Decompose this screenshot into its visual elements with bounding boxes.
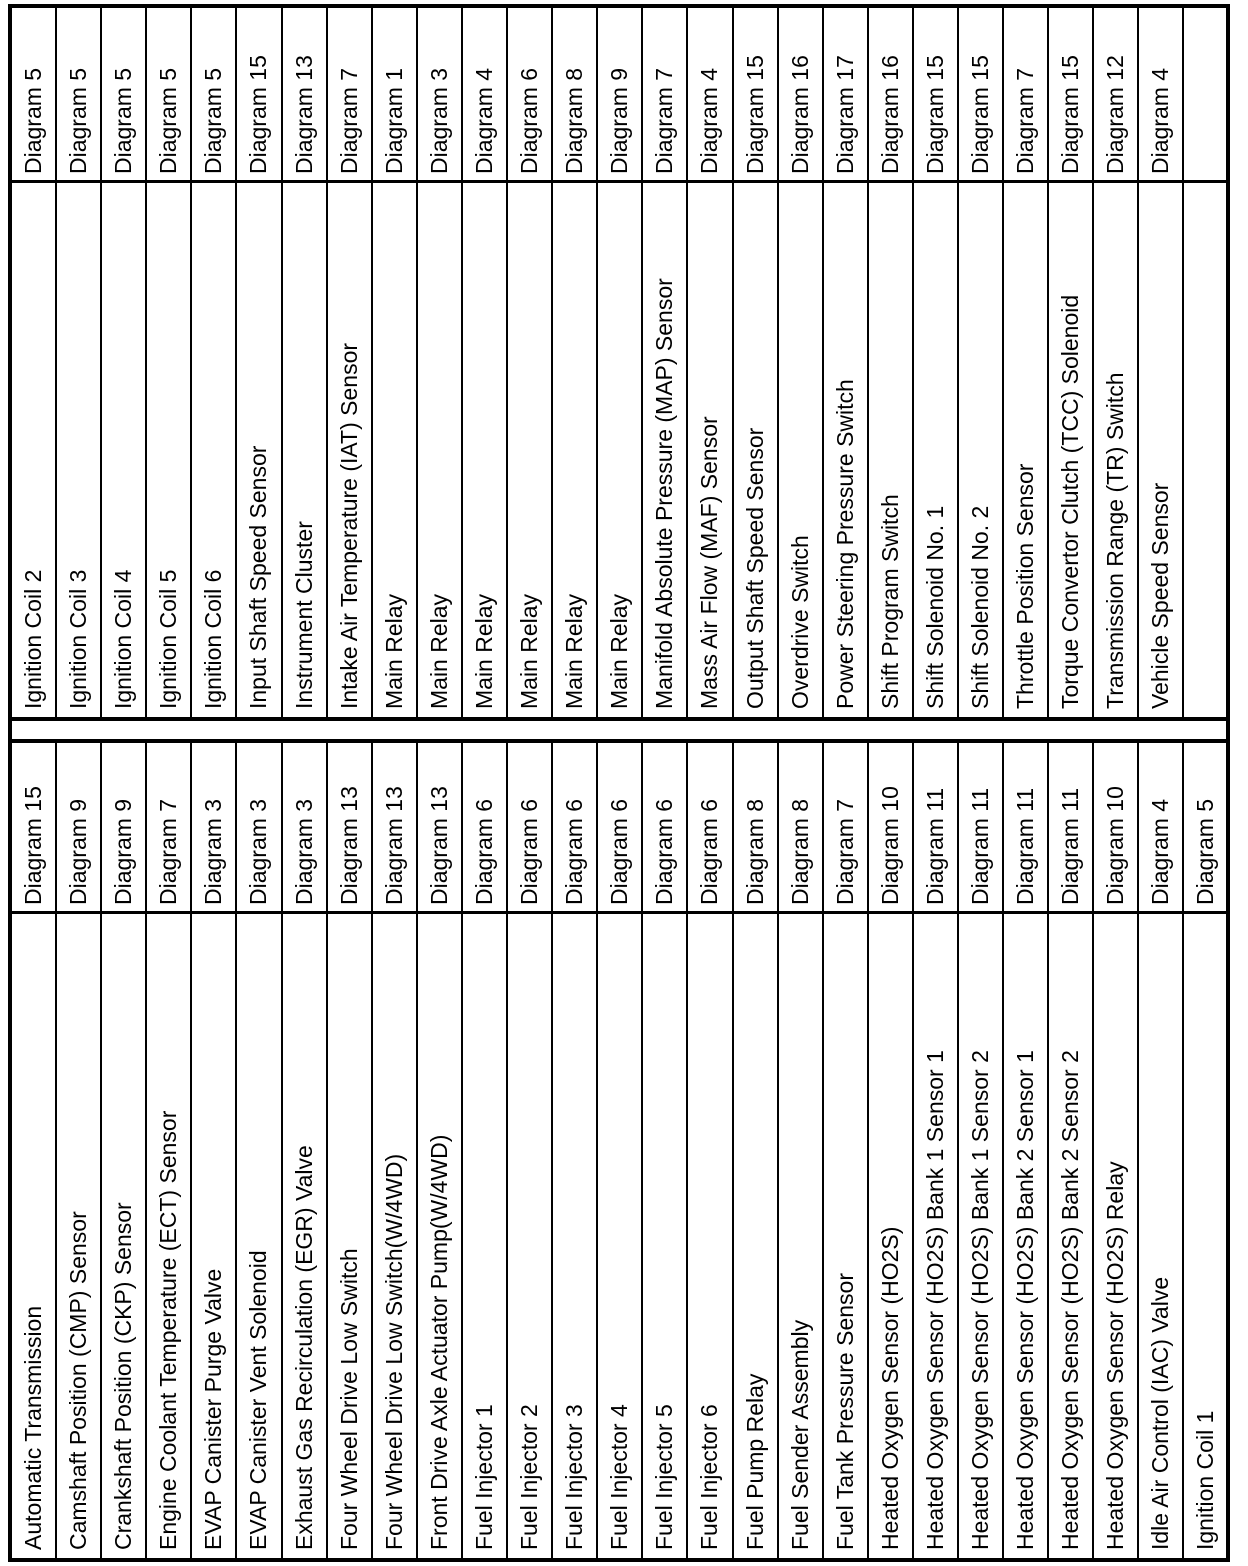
diagram-reference-cell: Diagram 15	[20, 786, 46, 905]
component-name-cell: Heated Oxygen Sensor (HO2S) Bank 1 Sensor 1	[914, 911, 957, 1558]
table-row	[373, 743, 418, 1558]
diagram-reference-cell: Diagram 5	[65, 67, 92, 174]
diagram-reference-cell: Diagram 5	[20, 67, 46, 174]
section-divider	[12, 717, 1226, 743]
table-row	[1139, 8, 1184, 717]
table-row	[12, 8, 57, 717]
table-row	[463, 8, 508, 717]
table-row	[237, 8, 282, 717]
table-row	[283, 8, 328, 717]
table-row	[914, 8, 959, 717]
component-name-cell: Four Wheel Drive Low Switch	[328, 911, 371, 1558]
table-row	[824, 743, 869, 1558]
diagram-reference-cell: Diagram 6	[470, 798, 497, 905]
component-name-cell: Fuel Pump Relay	[734, 911, 777, 1558]
diagram-reference-cell: Diagram 6	[651, 798, 678, 905]
diagram-reference-cell: Diagram 11	[1057, 787, 1084, 905]
table-row	[914, 743, 959, 1558]
table-row	[779, 743, 824, 1558]
component-name-cell: Main Relay	[373, 180, 416, 717]
diagram-reference-cell: Diagram 9	[606, 67, 633, 174]
diagram-reference-cell: Diagram 1	[380, 67, 407, 174]
table-row	[283, 743, 328, 1558]
component-name-cell: Shift Solenoid No. 2	[959, 180, 1002, 717]
diagram-reference-cell: Diagram 5	[1192, 798, 1219, 905]
component-name-cell: Heated Oxygen Sensor (HO2S) Bank 2 Sensor 2	[1049, 911, 1092, 1558]
table-row	[12, 743, 57, 1558]
diagram-reference-cell: Diagram 3	[245, 798, 272, 905]
table-row	[1184, 743, 1229, 1558]
diagram-reference-cell: Diagram 6	[606, 798, 633, 905]
diagram-reference-cell: Diagram 6	[561, 798, 588, 905]
diagram-reference-cell: Diagram 3	[200, 798, 227, 905]
component-name-cell: Shift Program Switch	[869, 180, 912, 717]
diagram-reference-cell: Diagram 4	[696, 67, 723, 174]
component-name-cell: Fuel Sender Assembly	[779, 911, 822, 1558]
table-row	[192, 743, 237, 1558]
table-row	[463, 743, 508, 1558]
table-row	[57, 8, 102, 717]
diagram-reference-cell: Diagram 7	[1012, 67, 1039, 174]
diagram-reference-cell	[1184, 8, 1229, 180]
table-row	[328, 8, 373, 717]
component-name-cell: EVAP Canister Vent Solenoid	[237, 911, 280, 1558]
diagram-reference-cell: Diagram 10	[1102, 786, 1129, 905]
table-row	[1094, 8, 1139, 717]
table-row	[869, 8, 914, 717]
diagram-reference-cell: Diagram 17	[831, 55, 858, 174]
component-name-cell: Exhaust Gas Recirculation (EGR) Valve	[283, 911, 326, 1558]
diagram-reference-cell: Diagram 3	[290, 798, 317, 905]
diagram-reference-cell: Diagram 3	[425, 67, 452, 174]
diagram-reference-cell: Diagram 5	[155, 67, 182, 174]
table-row	[1004, 743, 1049, 1558]
diagram-reference-cell: Diagram 8	[786, 798, 813, 905]
diagram-reference-cell: Diagram 15	[921, 55, 948, 174]
diagram-reference-cell: Diagram 15	[741, 55, 768, 174]
table-row	[688, 8, 733, 717]
table-row	[553, 743, 598, 1558]
component-name-cell: Intake Air Temperature (IAT) Sensor	[328, 180, 371, 717]
component-name-cell: Crankshaft Position (CKP) Sensor	[102, 911, 145, 1558]
table-row	[102, 8, 147, 717]
component-name-cell: Main Relay	[418, 180, 461, 717]
component-name-cell: Throttle Position Sensor	[1004, 180, 1047, 717]
table-row	[553, 8, 598, 717]
table-row	[734, 8, 779, 717]
diagram-reference-cell: Diagram 12	[1102, 55, 1129, 174]
component-name-cell: Automatic Transmission	[12, 911, 55, 1558]
diagram-reference-cell: Diagram 11	[966, 787, 993, 905]
component-name-cell: Vehicle Speed Sensor	[1139, 180, 1182, 717]
component-name-cell: Ignition Coil 6	[192, 180, 235, 717]
table-row	[1094, 743, 1139, 1558]
diagram-reference-cell: Diagram 15	[245, 55, 272, 174]
component-name-cell: Camshaft Position (CMP) Sensor	[57, 911, 100, 1558]
component-name-cell: Torque Convertor Clutch (TCC) Solenoid	[1049, 180, 1092, 717]
diagram-reference-cell: Diagram 6	[516, 67, 543, 174]
table-row	[688, 743, 733, 1558]
table-row	[508, 8, 553, 717]
component-name-cell: Heated Oxygen Sensor (HO2S) Bank 2 Sensor 1	[1004, 911, 1047, 1558]
component-name-cell: Fuel Injector 1	[463, 911, 506, 1558]
component-name-cell: Heated Oxygen Sensor (HO2S) Bank 1 Sensor 2	[959, 911, 1002, 1558]
table-row	[147, 8, 192, 717]
table-row	[1139, 743, 1184, 1558]
diagram-reference-cell: Diagram 8	[741, 798, 768, 905]
table-row	[147, 743, 192, 1558]
diagram-reference-cell: Diagram 15	[966, 55, 993, 174]
diagram-reference-cell: Diagram 16	[786, 55, 813, 174]
table-row	[1049, 8, 1094, 717]
component-name-cell: Main Relay	[508, 180, 551, 717]
diagram-reference-cell: Diagram 5	[110, 67, 137, 174]
component-name-cell: Overdrive Switch	[779, 180, 822, 717]
component-name-cell: Engine Coolant Temperature (ECT) Sensor	[147, 911, 190, 1558]
component-name-cell: Input Shaft Speed Sensor	[237, 180, 280, 717]
diagram-reference-cell: Diagram 13	[335, 786, 362, 905]
component-name-cell: Fuel Injector 4	[598, 911, 641, 1558]
component-name-cell: Heated Oxygen Sensor (HO2S)	[869, 911, 912, 1558]
table-section-left	[12, 743, 1226, 1558]
diagram-reference-cell: Diagram 16	[876, 55, 903, 174]
diagram-reference-cell: Diagram 11	[921, 787, 948, 905]
diagram-reference-cell: Diagram 4	[1147, 67, 1174, 174]
diagram-reference-cell: Diagram 6	[516, 798, 543, 905]
component-name-cell: Fuel Injector 3	[553, 911, 596, 1558]
component-name-cell: Ignition Coil 4	[102, 180, 145, 717]
diagram-reference-cell: Diagram 7	[831, 798, 858, 905]
diagram-reference-cell: Diagram 10	[876, 786, 903, 905]
component-name-cell: Mass Air Flow (MAF) Sensor	[688, 180, 731, 717]
table-row	[959, 743, 1004, 1558]
table-row	[373, 8, 418, 717]
diagram-reference-cell: Diagram 8	[561, 67, 588, 174]
diagram-reference-cell: Diagram 6	[696, 798, 723, 905]
diagram-reference-cell: Diagram 7	[651, 67, 678, 174]
table-row	[192, 8, 237, 717]
component-name-cell: EVAP Canister Purge Valve	[192, 911, 235, 1558]
diagram-reference-cell: Diagram 15	[1057, 55, 1084, 174]
component-name-cell: Fuel Tank Pressure Sensor	[824, 911, 867, 1558]
component-diagram-index-table	[8, 4, 1230, 1562]
table-row	[869, 743, 914, 1558]
table-row	[1004, 8, 1049, 717]
component-name-cell: Main Relay	[463, 180, 506, 717]
component-name-cell: Ignition Coil 2	[12, 180, 55, 717]
component-name-cell: Heated Oxygen Sensor (HO2S) Relay	[1094, 911, 1137, 1558]
table-row	[237, 743, 282, 1558]
component-name-cell: Fuel Injector 2	[508, 911, 551, 1558]
component-name-cell: Four Wheel Drive Low Switch(W/4WD)	[373, 911, 416, 1558]
table-row	[824, 8, 869, 717]
table-row	[418, 743, 463, 1558]
diagram-reference-cell: Diagram 9	[65, 798, 92, 905]
table-row	[598, 743, 643, 1558]
table-row	[643, 743, 688, 1558]
component-name-cell: Fuel Injector 5	[643, 911, 686, 1558]
table-row	[779, 8, 824, 717]
table-row	[102, 743, 147, 1558]
diagram-reference-cell: Diagram 7	[335, 67, 362, 174]
table-row	[57, 743, 102, 1558]
diagram-reference-cell: Diagram 4	[1147, 798, 1174, 905]
component-name-cell: Front Drive Axle Actuator Pump(W/4WD)	[418, 911, 461, 1558]
component-name-cell: Idle Air Control (IAC) Valve	[1139, 911, 1182, 1558]
diagram-reference-cell: Diagram 13	[290, 55, 317, 174]
component-name-cell: Transmission Range (TR) Switch	[1094, 180, 1137, 717]
diagram-reference-cell: Diagram 11	[1012, 787, 1039, 905]
component-name-cell: Instrument Cluster	[283, 180, 326, 717]
diagram-reference-cell: Diagram 9	[110, 798, 137, 905]
diagram-reference-cell: Diagram 4	[470, 67, 497, 174]
diagram-reference-cell: Diagram 13	[425, 786, 452, 905]
table-row	[643, 8, 688, 717]
table-row	[508, 743, 553, 1558]
table-row	[418, 8, 463, 717]
table-row	[328, 743, 373, 1558]
diagram-reference-cell: Diagram 7	[155, 798, 182, 905]
component-name-cell: Main Relay	[598, 180, 641, 717]
component-name-cell: Manifold Absolute Pressure (MAP) Sensor	[643, 180, 686, 717]
component-name-cell: Main Relay	[553, 180, 596, 717]
component-name-cell: Fuel Injector 6	[688, 911, 731, 1558]
component-name-cell	[1184, 180, 1229, 717]
diagram-reference-cell: Diagram 5	[200, 67, 227, 174]
component-name-cell: Ignition Coil 5	[147, 180, 190, 717]
table-row	[959, 8, 1004, 717]
component-name-cell: Power Steering Pressure Switch	[824, 180, 867, 717]
component-name-cell: Ignition Coil 1	[1184, 911, 1229, 1558]
component-name-cell: Ignition Coil 3	[57, 180, 100, 717]
component-name-cell: Output Shaft Speed Sensor	[734, 180, 777, 717]
table-row	[734, 743, 779, 1558]
table-section-right	[12, 8, 1226, 717]
diagram-reference-cell: Diagram 13	[380, 786, 407, 905]
table-row	[1184, 8, 1229, 717]
component-name-cell: Shift Solenoid No. 1	[914, 180, 957, 717]
table-row	[598, 8, 643, 717]
table-row	[1049, 743, 1094, 1558]
